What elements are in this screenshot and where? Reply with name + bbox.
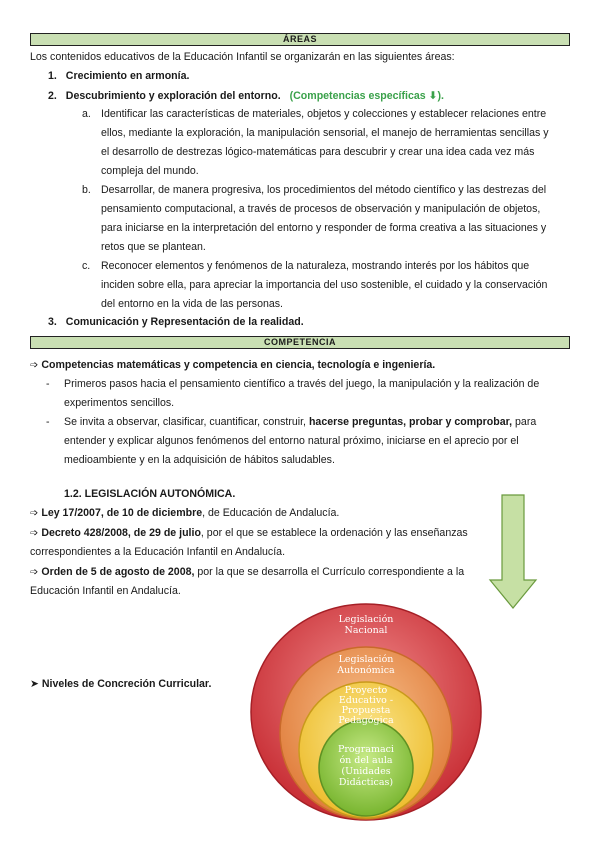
decreto-rest: , por el que se establece la ordenación y las enseñanzas — [200, 527, 468, 539]
ring4-line: (Unidades — [341, 766, 391, 777]
subitem-a-line: el desarrollo de destrezas lógico-matemáticas para descubrir y crear una idea cada vez más — [101, 146, 535, 158]
competencia-heading-text: Competencias matemáticas y competencia en ciencia, tecnología e ingeniería. — [41, 359, 436, 371]
arrow-bullet-icon: ➩ — [30, 567, 39, 578]
competencia-heading — [30, 359, 435, 372]
ring2-line: Autonómica — [337, 665, 395, 676]
ring2-line: Legislación — [338, 654, 394, 665]
area-item-label: Crecimiento en armonía. — [65, 70, 190, 82]
areas-banner: ÁREAS — [30, 33, 570, 46]
ley-bold: Ley 17/2007, de 10 de diciembre — [41, 507, 203, 519]
ring1-line: Legislación — [338, 614, 394, 625]
subitem-a-line: Identificar las características de materiales, objetos y colecciones y establecer relaciones entre — [101, 108, 547, 120]
ring3-line: Proyecto — [344, 685, 388, 696]
subitem-b-line: retos que se plantean. — [101, 241, 206, 253]
subitem-b-line: Desarrollar, de manera progresiva, los procedimientos del método científico y las destrezas del — [101, 184, 547, 196]
subitem-letter-a: a. — [82, 108, 91, 120]
area-item-label: Comunicación y Representación de la realidad. — [65, 316, 304, 328]
orden-bold: Orden de 5 de agosto de 2008, — [41, 566, 195, 578]
subitem-c-line: Reconocer elementos y fenómenos de la naturaleza, mostrando interés por los hábitos que — [101, 260, 530, 272]
competencias-note: (Competencias específicas ⬇). — [289, 90, 444, 102]
area-item-3 — [48, 316, 304, 329]
area-item-label: Descubrimiento y exploración del entorno. — [65, 90, 281, 102]
subitem-b-line: para iniciarse en la interpretación del entorno y responder de forma creativa a las situaciones y — [101, 222, 547, 234]
ring3-line: Educativo - — [338, 695, 394, 706]
ring4-line: Didácticas) — [338, 777, 394, 788]
bullet2-text: Se invita a observar, clasificar, cuantificar, construir, — [64, 416, 306, 428]
competencia-bullet1-line: experimentos sencillos. — [64, 397, 175, 409]
arrow-bullet-icon: ➩ — [30, 508, 39, 519]
legislacion-title: 1.2. LEGISLACIÓN AUTONÓMICA. — [64, 488, 236, 500]
ley-rest: , de Educación de Andalucía. — [202, 507, 340, 519]
competencia-bullet1-line: Primeros pasos hacia el pensamiento científico a través del juego, la manipulación y la realización de — [64, 378, 540, 390]
subitem-b-line: pensamiento computacional, a través de procesos de observación y manipulación de objetos, — [101, 203, 541, 215]
area-item-number: 1. — [48, 70, 57, 82]
decreto-bold: Decreto 428/2008, de 29 de julio — [41, 527, 201, 539]
competencia-bullet2-line: medioambiente y en la adquisición de hábitos saludables. — [64, 454, 335, 466]
down-arrow-icon — [488, 494, 538, 610]
ring3-line: Propuesta — [341, 705, 391, 716]
decreto-line2: correspondientes a la Educación Infantil en Andalucía. — [30, 546, 286, 558]
ley-line — [30, 507, 339, 520]
ring1-line: Nacional — [344, 625, 388, 636]
subitem-c-line: del entorno en la vida de las personas. — [101, 298, 283, 310]
orden-rest: por la que se desarrolla el Currículo correspondiente a la — [194, 566, 465, 578]
subitem-letter-b: b. — [82, 184, 91, 196]
area-item-number: 2. — [48, 90, 57, 102]
arrow-bullet-icon: ➩ — [30, 528, 39, 539]
competencia-bullet2-line1 — [64, 416, 536, 429]
dash-bullet-icon: - — [46, 378, 50, 390]
subitem-letter-c: c. — [82, 260, 91, 272]
subitem-a-line: ellos, mediante la exploración, la manipulación sensorial, el manejo de herramientas sencillas y — [101, 127, 549, 139]
dash-bullet-icon: - — [46, 416, 50, 428]
arrowhead-bullet-icon: ➤ — [30, 678, 39, 690]
area-item-1 — [48, 70, 189, 83]
subitem-c-line: inciden sobre ella, para apreciar la importancia del uso sostenible, el cuidado y la conservación — [101, 279, 548, 291]
arrow-bullet-icon: ➩ — [30, 360, 39, 371]
area-item-number: 3. — [48, 316, 57, 328]
concentric-levels-diagram — [246, 600, 486, 825]
subitem-a-line: compleja del mundo. — [101, 165, 199, 177]
area-item-2 — [48, 90, 444, 103]
ring4-line: Programaci — [338, 744, 394, 755]
bullet2-bold-text: hacerse preguntas, probar y comprobar, — [308, 416, 513, 428]
areas-intro: Los contenidos educativos de la Educación Infantil se organizarán en las siguientes áreas: — [30, 51, 455, 63]
ring4-line: ón del aula — [339, 755, 393, 766]
ring3-line: Pedagógica — [338, 715, 394, 726]
competencia-bullet2-line: entender y explicar algunos fenómenos del entorno natural próximo, iniciarse en el aprecio por el — [64, 435, 519, 447]
orden-line — [30, 566, 464, 579]
bullet2-text: para — [515, 416, 537, 428]
niveles-label — [30, 678, 211, 691]
orden-line2: Educación Infantil en Andalucía. — [30, 585, 181, 597]
niveles-label-text: Niveles de Concreción Curricular. — [41, 678, 212, 690]
competencia-banner: COMPETENCIA — [30, 336, 570, 349]
decreto-line — [30, 527, 468, 540]
